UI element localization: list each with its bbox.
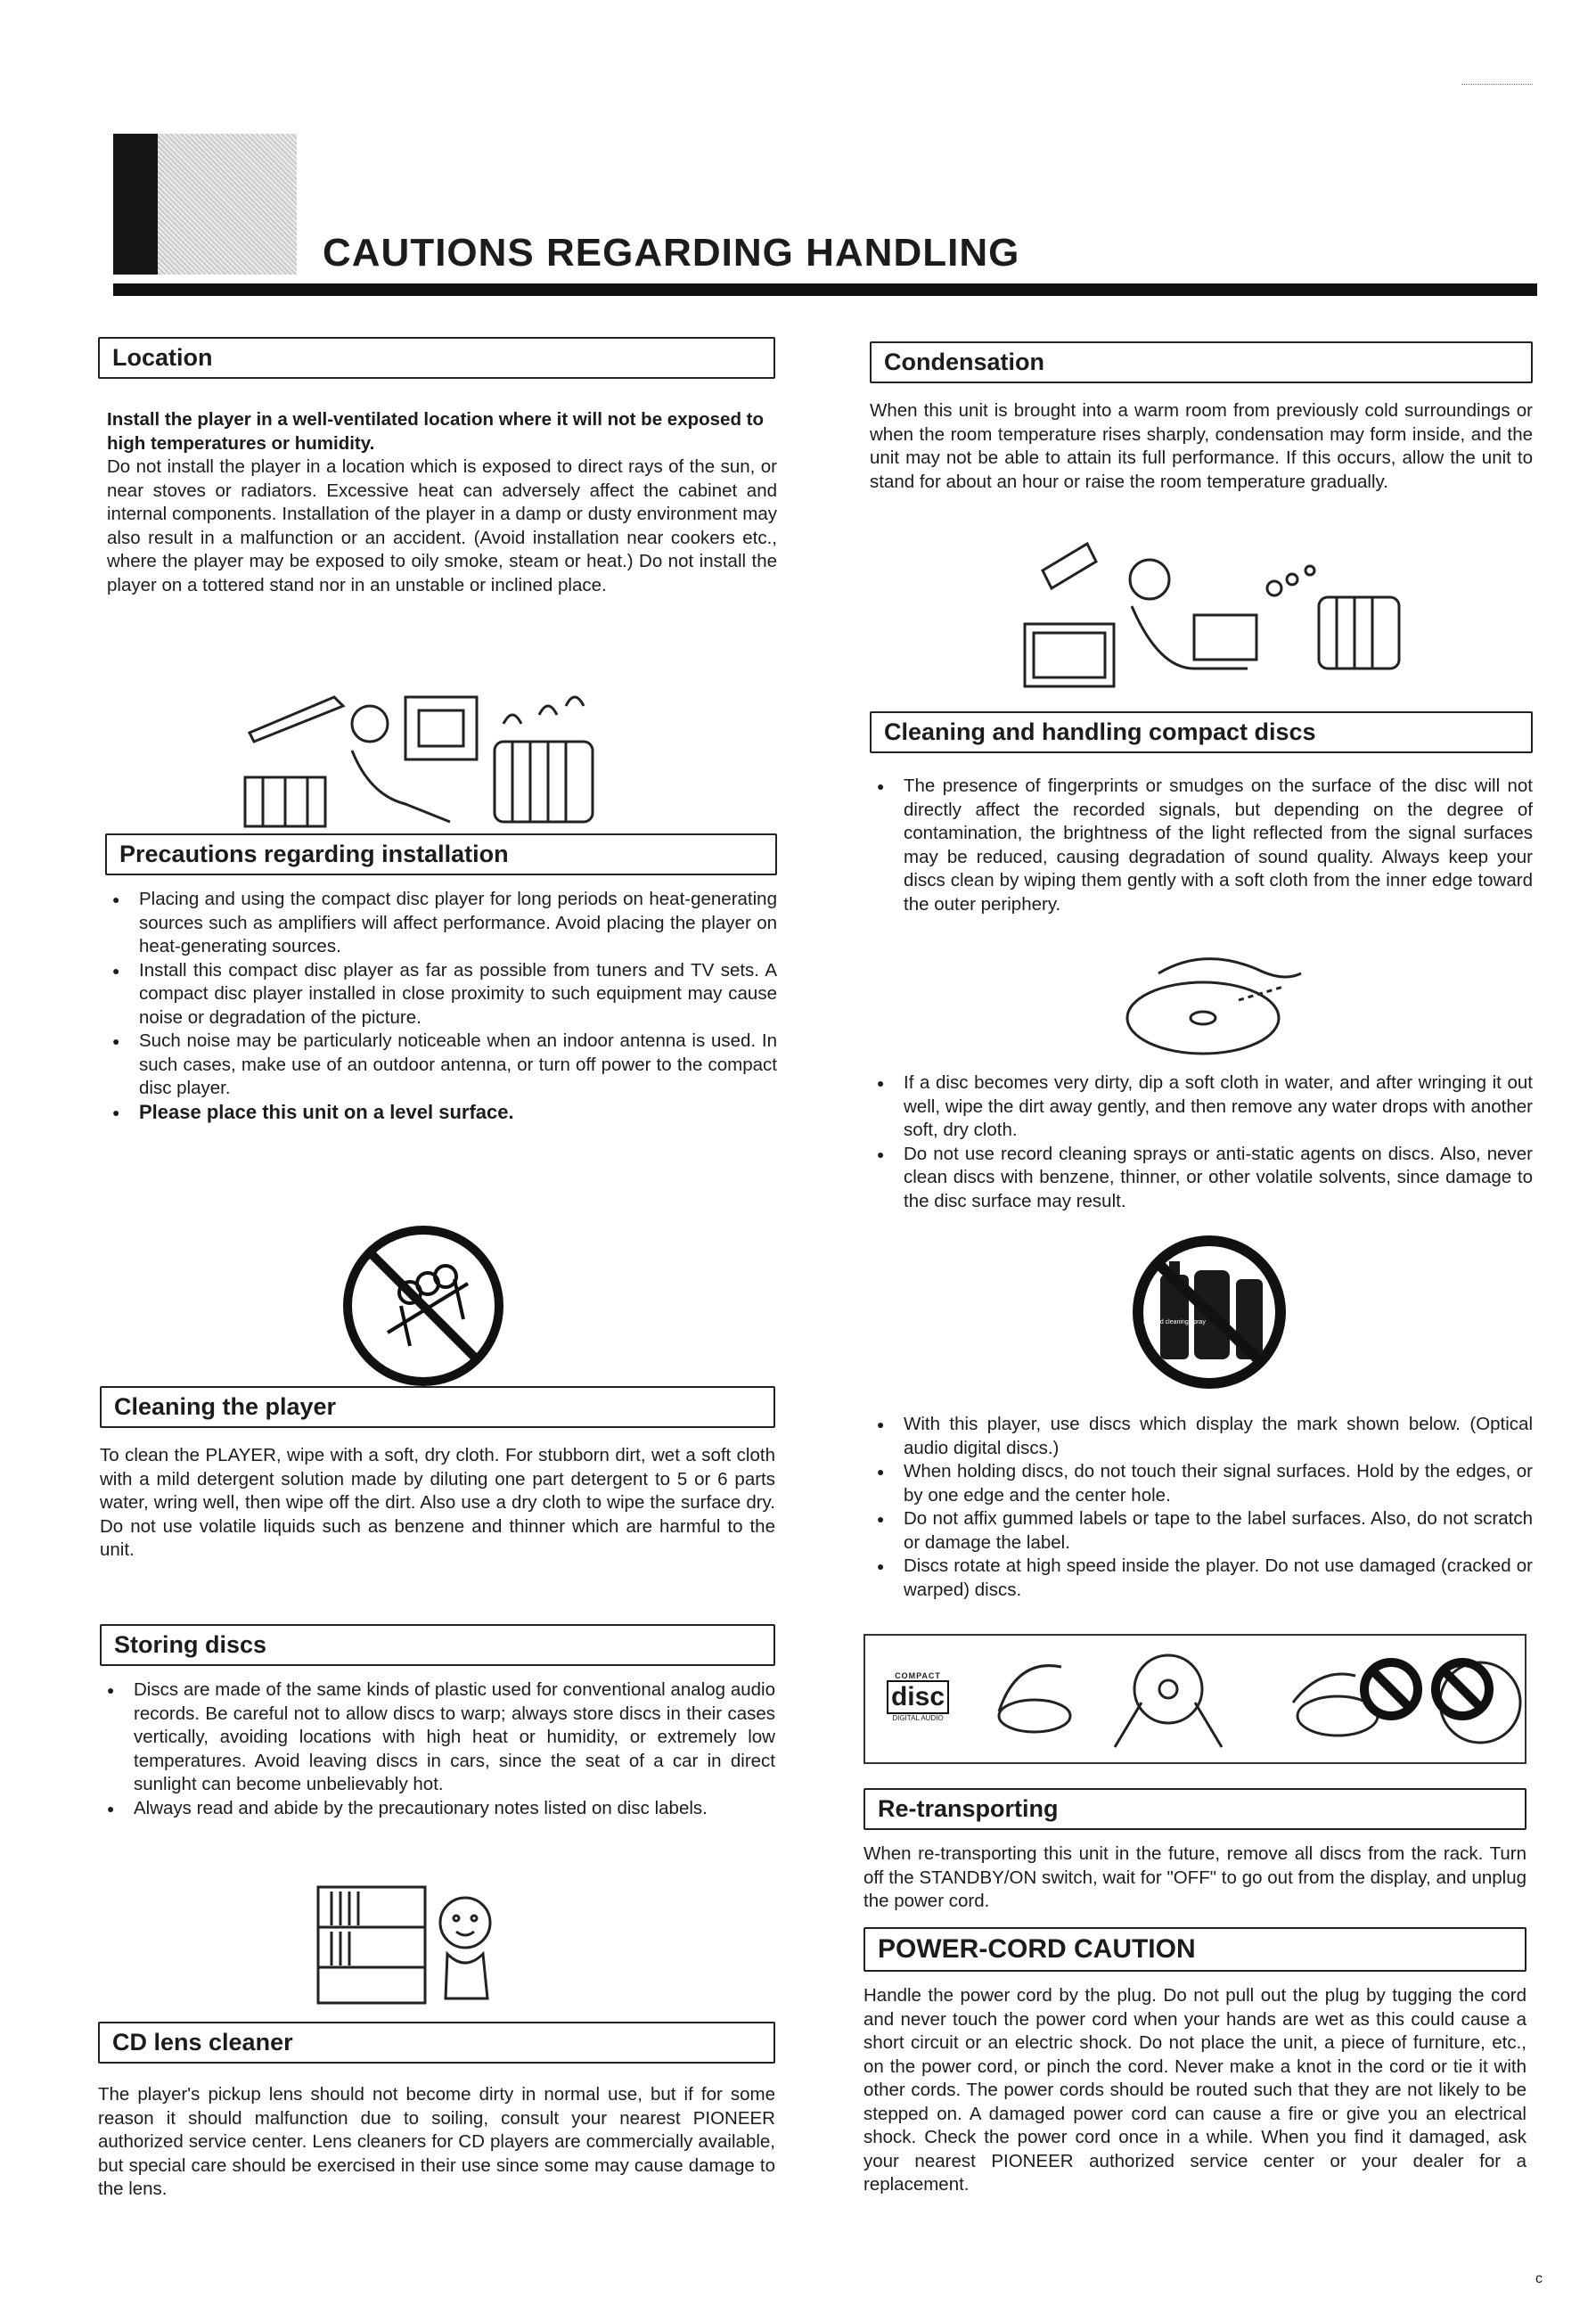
disc-handling-strip	[863, 1634, 1526, 1764]
lens-cleaner-body: The player's pickup lens should not become dirty in normal use, but if for some reason it should malfunction due to soiling, consult your nearest PIONEER authorized service center. Lens cleaners for CD players are commercially available, but special care should be exercised in their use since some may cause damage to the lens.	[98, 2084, 775, 2199]
retransporting-heading: Re-transporting	[863, 1788, 1526, 1830]
retransporting-section	[863, 1788, 1526, 1914]
condensation-heading: Condensation	[870, 341, 1533, 383]
list-item: ● Always read and abide by the precautionary notes listed on disc labels.	[100, 1797, 775, 1821]
condensation-illustration	[1016, 535, 1417, 691]
cleaning-player-heading: Cleaning the player	[100, 1386, 775, 1428]
location-heading: Location	[98, 337, 775, 379]
disc-wiping-illustration	[1105, 947, 1319, 1063]
no-spray-icon	[1116, 1235, 1303, 1391]
page-title: CAUTIONS REGARDING HANDLING	[323, 231, 1020, 275]
list-item: ● Discs are made of the same kinds of plastic used for conventional analog audio records. Be careful not to allow discs to warp; always store discs in their cases vertically, avoiding locations with high heat or humidity, or extremely low temperatures. Avoid leaving discs in cars, since the seat of a car in direct sunlight can become unbelievably hot.	[100, 1678, 775, 1797]
compact-disc-logo	[887, 1671, 949, 1722]
list-item: ● Please place this unit on a level surface.	[105, 1101, 777, 1125]
title-rule	[113, 283, 1537, 296]
power-cord-heading: POWER-CORD CAUTION	[863, 1927, 1526, 1972]
location-section	[107, 408, 777, 597]
list-item: ● Do not affix gummed labels or tape to the label surfaces. Also, do not scratch or damage the label.	[870, 1507, 1533, 1555]
retransporting-body: When re-transporting this unit in the future, remove all discs from the rack. Turn off the STANDBY/ON switch, wait for "OFF" to go out from the display, and unplug the power cord.	[863, 1843, 1526, 1911]
spray-bottle-label: Record cleaning spray	[1143, 1319, 1206, 1325]
list-item: ● With this player, use discs which display the mark shown below. (Optical audio digital discs.)	[870, 1413, 1533, 1460]
title-decoration	[113, 134, 297, 275]
no-touch-icon	[1364, 1662, 1418, 1716]
logo-top-text: COMPACT	[895, 1671, 941, 1680]
logo-main-text: disc	[887, 1680, 949, 1714]
cleaning-player-section	[100, 1386, 775, 1563]
list-item: ● Such noise may be particularly noticeable when an indoor antenna is used. In such cases, make use of an outdoor antenna, or turn off power to the compact disc player.	[105, 1030, 777, 1101]
logo-bottom-text: DIGITAL AUDIO	[892, 1714, 944, 1722]
lens-cleaner-section	[98, 2022, 775, 2202]
lens-cleaner-heading: CD lens cleaner	[98, 2022, 775, 2064]
storing-illustration	[314, 1883, 510, 2007]
cleaning-discs-heading: Cleaning and handling compact discs	[870, 711, 1533, 753]
power-cord-body: Handle the power cord by the plug. Do not pull out the plug by tugging the cord and never touch the power cord when your hands are wet as this could cause a short circuit or an electric shock. Do not place the unit, a piece of furniture, etc., on the power cord, or pinch the cord. Never make a knot in the cord or tie it with other cords. The power cords should be routed such that they are not likely to be stepped on. A damaged power cord can cause a fire or give you an electrical shock. Check the power cord once in a while. When you find it damaged, ask your nearest PIONEER authorized service center or your dealer for a replacement.	[863, 1985, 1526, 2195]
list-item: ● Discs rotate at high speed inside the player. Do not use damaged (cracked or warped) discs.	[870, 1555, 1533, 1602]
location-body: Do not install the player in a location which is exposed to direct rays of the sun, or near stoves or radiators. Excessive heat can adversely affect the cabinet and internal components. Installation of the player in a damp or dusty environment may also result in a malfunction or an accident. (Avoid installation near cookers etc., where the player may be exposed to oily smoke, steam or heat.) Do not install the player on a tottered stand nor in an unstable or inclined place.	[107, 456, 777, 595]
precautions-section	[105, 833, 777, 1124]
page-mark: c	[1535, 2271, 1543, 2286]
left-column	[98, 337, 775, 379]
list-item: ● Install this compact disc player as far as possible from tuners and TV sets. A compact disc player installed in close proximity to such equipment may cause noise or degradation of the picture.	[105, 959, 777, 1030]
cleaning-discs-section	[870, 711, 1533, 916]
cleaning-discs-section-2	[870, 1071, 1533, 1213]
power-cord-section	[863, 1927, 1526, 2197]
condensation-section	[870, 341, 1533, 494]
list-item: ● The presence of fingerprints or smudges on the surface of the disc will not directly affect the recorded signals, but depending on the degree of contamination, the brightness of the light reflected from the signal surfaces may be reduced, causing degradation of sound quality. Always keep your discs clean by wiping them gently with a soft cloth from the inner edge toward the outer periphery.	[870, 775, 1533, 916]
storing-section	[100, 1624, 775, 1820]
cleaning-discs-section-3	[870, 1413, 1533, 1602]
condensation-body: When this unit is brought into a warm room from previously cold surroundings or when the room temperature rises sharply, condensation may form inside, and the unit may not be able to attain its full performance. If this occurs, allow the unit to stand for about an hour or raise the room temperature gradually.	[870, 400, 1533, 492]
location-illustration	[236, 670, 610, 831]
list-item: ● Placing and using the compact disc player for long periods on heat-generating sources such as amplifiers will affect performance. Avoid placing the player on heat-generating sources.	[105, 888, 777, 959]
no-tilt-icon	[339, 1221, 508, 1391]
corner-mark	[1461, 84, 1533, 85]
list-item: ● Do not use record cleaning sprays or anti-static agents on discs. Also, never clean discs with benzene, thinner, or other volatile solvents, since damage to the disc surface may result.	[870, 1143, 1533, 1214]
precautions-heading: Precautions regarding installation	[105, 833, 777, 875]
list-item: ● When holding discs, do not touch their signal surfaces. Hold by the edges, or by one edge and the center hole.	[870, 1460, 1533, 1507]
list-item: ● If a disc becomes very dirty, dip a soft cloth in water, and after wringing it out well, wipe the dirt away gently, and then remove any water drops with another soft, dry cloth.	[870, 1071, 1533, 1143]
storing-heading: Storing discs	[100, 1624, 775, 1666]
location-lead: Install the player in a well-ventilated location where it will not be exposed to high temperatures or humidity.	[107, 409, 765, 454]
cleaning-player-body: To clean the PLAYER, wipe with a soft, dry cloth. For stubborn dirt, wet a soft cloth with a mild detergent solution made by diluting one part detergent to 5 or 6 parts water, wring well, then wipe off the dirt. Also use a dry cloth to wipe the surface dry. Do not use volatile liquids such as benzene and thinner which are harmful to the unit.	[100, 1445, 775, 1560]
